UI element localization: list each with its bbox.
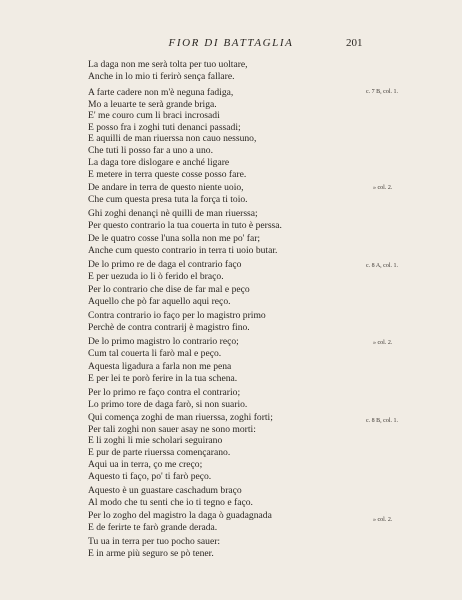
verse-line: La daga tore dislogare e anché ligare: [88, 157, 230, 168]
verse-line: Tu ua in terra per tuo pocho sauer:: [88, 536, 221, 547]
verse-line: Aquesto è un guastare caschadum braço: [88, 485, 242, 496]
stanza: [88, 459, 348, 482]
verse-line: E pur de parte riuerssa començarano.: [88, 446, 231, 458]
verse-line: De lo primo magistro lo contrario reço;: [88, 336, 239, 347]
stanza: [88, 110, 348, 156]
verse-line: Aquesta ligadura a farla non me pena: [88, 361, 232, 372]
verse-line: E per lei te porò ferire in la tua schena.: [88, 372, 238, 384]
verse-line: Perchè de contra contrarij è magistro fino.: [88, 321, 250, 333]
margin-note: c. 8 B, col. 1.: [366, 418, 398, 424]
verse-line: Anche in lo mio ti ferirò sença fallare.: [88, 70, 235, 82]
verse-line: E in arme più seguro se pò tener.: [88, 547, 214, 559]
verse-line: Al modo che tu senti che io ti tegno e façο.: [88, 496, 253, 508]
margin-note: » col. 2.: [373, 517, 393, 523]
verse-line: Che cum questa presa tuta la força ti toio.: [88, 193, 248, 205]
margin-note: » col. 2.: [373, 185, 393, 191]
verse-line: E metere in terra queste cosse posso fare.: [88, 168, 247, 180]
stanza: [88, 536, 348, 559]
verse-line: De andare in terra de questo niente uoio,: [88, 182, 244, 193]
verse-line: Anche cum questo contrario in terra ti uoio butar.: [88, 244, 278, 256]
verse-line: Lo primo tore de daga farò, si non suario.: [88, 398, 248, 410]
verse-line: E posso fra i zoghi tuti denanci passadi;: [88, 121, 241, 133]
verse-line: E aquilli de man riuerssa non cauo nessuno,: [88, 133, 257, 144]
stanza: [88, 485, 348, 508]
stanza: [88, 157, 348, 180]
margin-note: » col. 2.: [373, 340, 393, 346]
verse-line: E' me couro cum li braci incrosadi: [88, 110, 220, 121]
verse-line: Cum tal couerta li farò mal e peço.: [88, 347, 222, 359]
stanza: [88, 310, 348, 333]
stanza: [88, 233, 348, 256]
verse-line: Mo a leuarte te serà grande briga.: [88, 98, 217, 110]
verse-line: Aqui ua in terra, ço me creço;: [88, 459, 203, 470]
verse-line: De lo primo re de daga el contrario façο: [88, 259, 242, 270]
verse-line: A farte cadere non m'è neguna fadiga,: [88, 87, 234, 98]
verse-line: De le quatro cosse l'una solla non me po' far;: [88, 233, 261, 244]
page-number: 201: [346, 37, 363, 49]
margin-note: c. 8 A, col. 1.: [366, 263, 398, 269]
verse-line: La daga non me serà tolta per tuo uoltare,: [88, 59, 248, 70]
verse-line: Aquello che pò far aquello aqui reço.: [88, 295, 231, 307]
verse-line: Contra contrario io façο per lo magistro primo: [88, 310, 266, 321]
stanza: [88, 259, 348, 282]
running-title: FIOR DI BATTAGLIA: [168, 37, 294, 49]
verse-line: Per lo zogho del magistro la daga ò guadagnada: [88, 510, 272, 521]
verse-line: Per tali zoghi non sauer asay ne sono morti:: [88, 423, 256, 435]
verse-line: Ghi zoghi denançi nè quilli de man riuerssa;: [88, 208, 258, 219]
margin-note: c. 7 B, col. 1.: [366, 89, 398, 95]
verse-line: Che tuti li posso far a uno a uno.: [88, 144, 213, 156]
stanza: [88, 208, 348, 231]
verse-line: E de ferirte te farò grande derada.: [88, 521, 218, 533]
stanza: [88, 412, 348, 458]
stanza: [88, 510, 348, 533]
verse-line: Per lo primo re façο contra el contrario;: [88, 387, 241, 398]
verse-line: Qui començа zoghi de man riuerssa, zoghi forti;: [88, 412, 273, 423]
stanza: [88, 182, 348, 205]
stanza: [88, 361, 348, 384]
verse-line: E per uezuda io li ò ferido el braço.: [88, 270, 224, 282]
stanza: [88, 59, 348, 82]
stanza: [88, 336, 348, 359]
stanza: [88, 284, 348, 307]
stanza: [88, 387, 348, 410]
verse-line: Per questo contrario la tua couerta in tuto è perssa.: [88, 219, 282, 231]
verse-line: E li zoghi li mie scholari seguirano: [88, 435, 223, 446]
stanza: [88, 87, 348, 110]
verse-line: Aquesto ti façο, po' ti farò peço.: [88, 470, 212, 482]
verse-line: Per lo contrario che dise de far mal e peço: [88, 284, 250, 295]
